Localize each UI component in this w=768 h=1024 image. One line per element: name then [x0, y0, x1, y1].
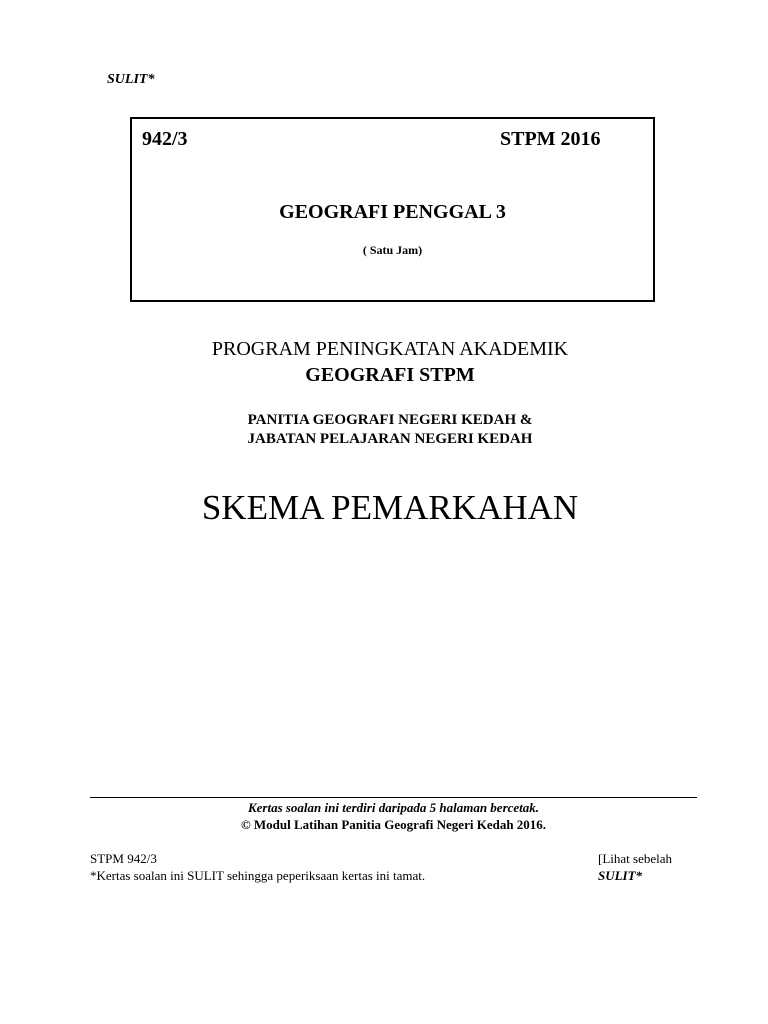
divider-line: [90, 797, 697, 798]
paper-code: 942/3: [142, 128, 188, 150]
footer-paper-code: STPM 942/3: [90, 851, 157, 866]
document-type-heading: SKEMA PEMARKAHAN: [201, 488, 579, 527]
program-title: PROGRAM PENINGKATAN AKADEMIK: [211, 338, 569, 360]
organiser-line-1: PANITIA GEOGRAFI NEGERI KEDAH &: [247, 412, 533, 428]
exam-duration: ( Satu Jam): [362, 243, 423, 257]
subject-title: GEOGRAFI PENGGAL 3: [279, 201, 506, 223]
copyright-note: © Modul Latihan Panitia Geografi Negeri Kedah 2016.: [240, 817, 547, 832]
organiser-line-2: JABATAN PELAJARAN NEGERI KEDAH: [247, 431, 533, 447]
sulit-header-mark: SULIT*: [107, 72, 155, 87]
page-count-note: Kertas soalan ini terdiri daripada 5 halaman bercetak.: [247, 800, 540, 815]
footer-see-over: [Lihat sebelah: [598, 851, 672, 866]
program-subtitle: GEOGRAFI STPM: [305, 364, 475, 386]
footer-sulit-mark: SULIT*: [598, 868, 643, 883]
exam-year: STPM 2016: [500, 128, 601, 150]
footer-confidential-note: *Kertas soalan ini SULIT sehingga peperiksaan kertas ini tamat.: [90, 868, 426, 883]
